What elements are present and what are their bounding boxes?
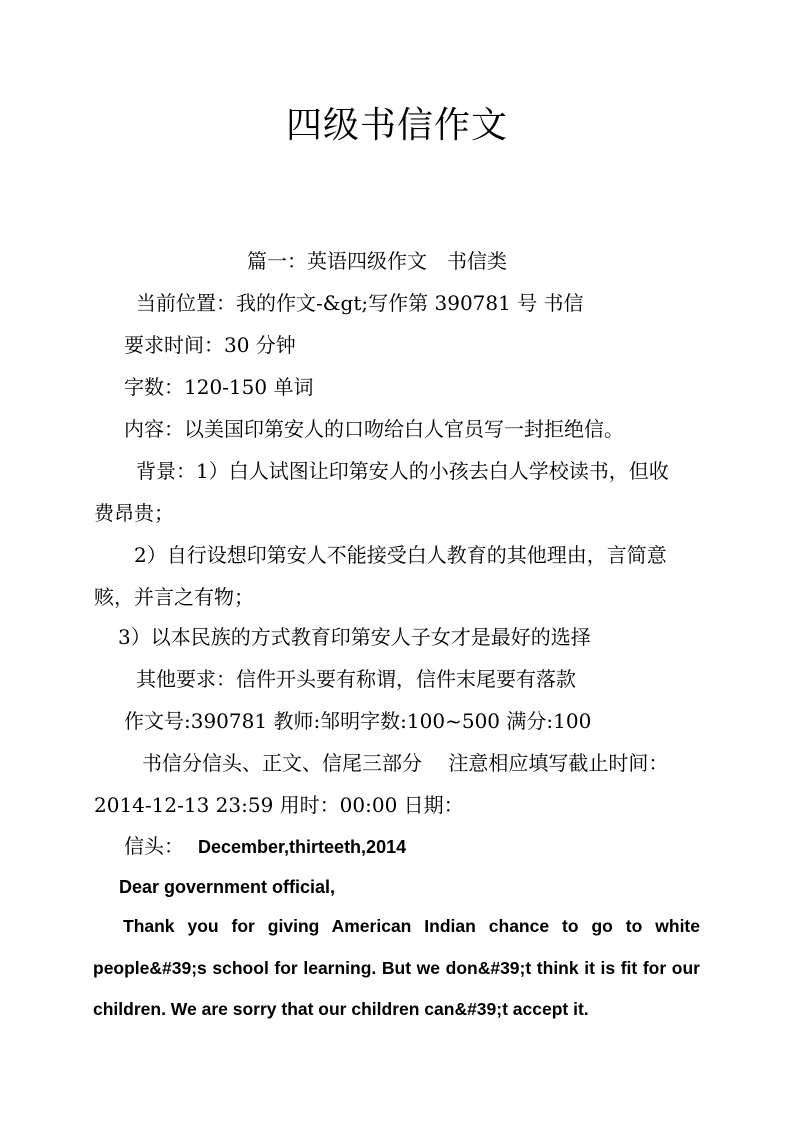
letterhead-label: 信头： <box>124 834 184 858</box>
point-3-line: 3）以本民族的方式教育印第安人子女才是最好的选择 <box>118 625 591 649</box>
salutation: Dear government official, <box>119 877 336 897</box>
point-2-line-2: 赅，并言之有物； <box>94 585 254 609</box>
point-2-line-1: 2）自行设想印第安人不能接受白人教育的其他理由，言简意 <box>134 543 667 567</box>
deadline-line: 2014-12-13 23:59 用时：00:00 日期： <box>94 793 464 817</box>
background-line-1: 背景：1）白人试图让印第安人的小孩去白人学校读书，但收 <box>136 459 669 483</box>
word-count: 字数：120-150 单词 <box>124 375 314 399</box>
letterhead-line <box>124 832 406 861</box>
other-requirements: 其他要求：信件开头要有称谓，信件末尾要有落款 <box>136 667 576 691</box>
meta-line: 作文号:390781 教师:邹明字数:100~500 满分:100 <box>124 709 592 733</box>
section-heading: 篇一：英语四级作文 书信类 <box>247 249 507 273</box>
content-line: 内容：以美国印第安人的口吻给白人官员写一封拒绝信。 <box>124 417 624 441</box>
position-line: 当前位置：我的作文-&gt;写作第 390781 号 书信 <box>136 291 584 315</box>
structure-line: 书信分信头、正文、信尾三部分 注意相应填写截止时间： <box>142 751 669 775</box>
document-title: 四级书信作文 <box>285 105 508 146</box>
letter-body-paragraph: Thank you for giving American Indian chance to go to white people&#39;s school for learning. But we don&#39;t think it is fit for our children. We are sorry that our children can&#39;t accept it. <box>93 916 700 1019</box>
time-requirement: 要求时间：30 分钟 <box>124 333 296 357</box>
background-line-2: 费昂贵； <box>94 501 174 525</box>
letterhead-date: December,thirteeth,2014 <box>198 837 407 857</box>
